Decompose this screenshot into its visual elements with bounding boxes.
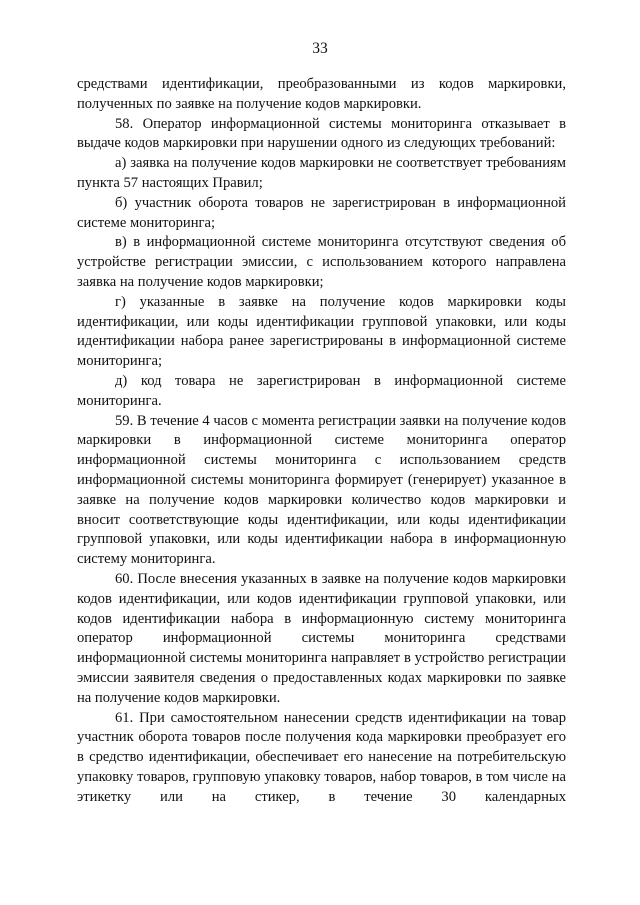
paragraph-continuation: средствами идентификации, преобразованными из кодов маркировки, полученных по заявке на получение кодов маркировки. [77,76,566,112]
paragraph-58: 58. Оператор информационной системы мониторинга отказывает в выдаче кодов маркировки при нарушении одного из следующих требований: [77,115,566,152]
page-number: 33 [312,40,328,57]
list-item-g: г) указанные в заявке на получение кодов маркировки коды идентификации, или коды идентификации групповой упаковки, или коды идентификации набора ранее зарегистрированы в информационной системе мониторинга; [77,293,566,370]
document-body [77,75,566,807]
paragraph-59: 59. В течение 4 часов с момента регистрации заявки на получение кодов маркировки в информационной системе мониторинга оператор информационной системы мониторинга с использованием средств информационной системы мониторинга формирует (генерирует) указанное в заявке на получение кодов маркировки количество кодов маркировки и вносит соответствующие коды идентификации, или коды идентификации групповой упаковки, или коды идентификации набора в информационную систему мониторинга. [77,412,566,568]
list-item-v: в) в информационной системе мониторинга отсутствуют сведения об устройстве регистрации эмиссии, с использованием которого направлена заявка на получение кодов маркировки; [77,234,566,290]
list-item-b: б) участник оборота товаров не зарегистрирован в информационной системе мониторинга; [77,194,566,231]
paragraph-60: 60. После внесения указанных в заявке на получение кодов маркировки кодов идентификации, или кодов идентификации групповой упаковки, или кодов идентификации набора в информационную систему мониторинга оператор информационной системы мониторинга средствами информационной системы мониторинга направляет в устройство регистрации эмиссии заявителя сведения о предоставленных кодах маркировки по заявке на получение кодов маркировки. [77,570,566,706]
list-item-a: а) заявка на получение кодов маркировки не соответствует требованиям пункта 57 настоящих Правил; [77,155,566,191]
list-item-d: д) код товара не зарегистрирован в информационной системе мониторинга. [77,372,566,409]
paragraph-61: 61. При самостоятельном нанесении средств идентификации на товар участник оборота товаров после получения кода маркировки преобразует его в средство идентификации, обеспечивает его нанесение на потребительскую упаковку товаров, групповую упаковку товаров, набор товаров, в том числе на этикетку или на стикер, в течение 30 календарных [77,709,566,805]
